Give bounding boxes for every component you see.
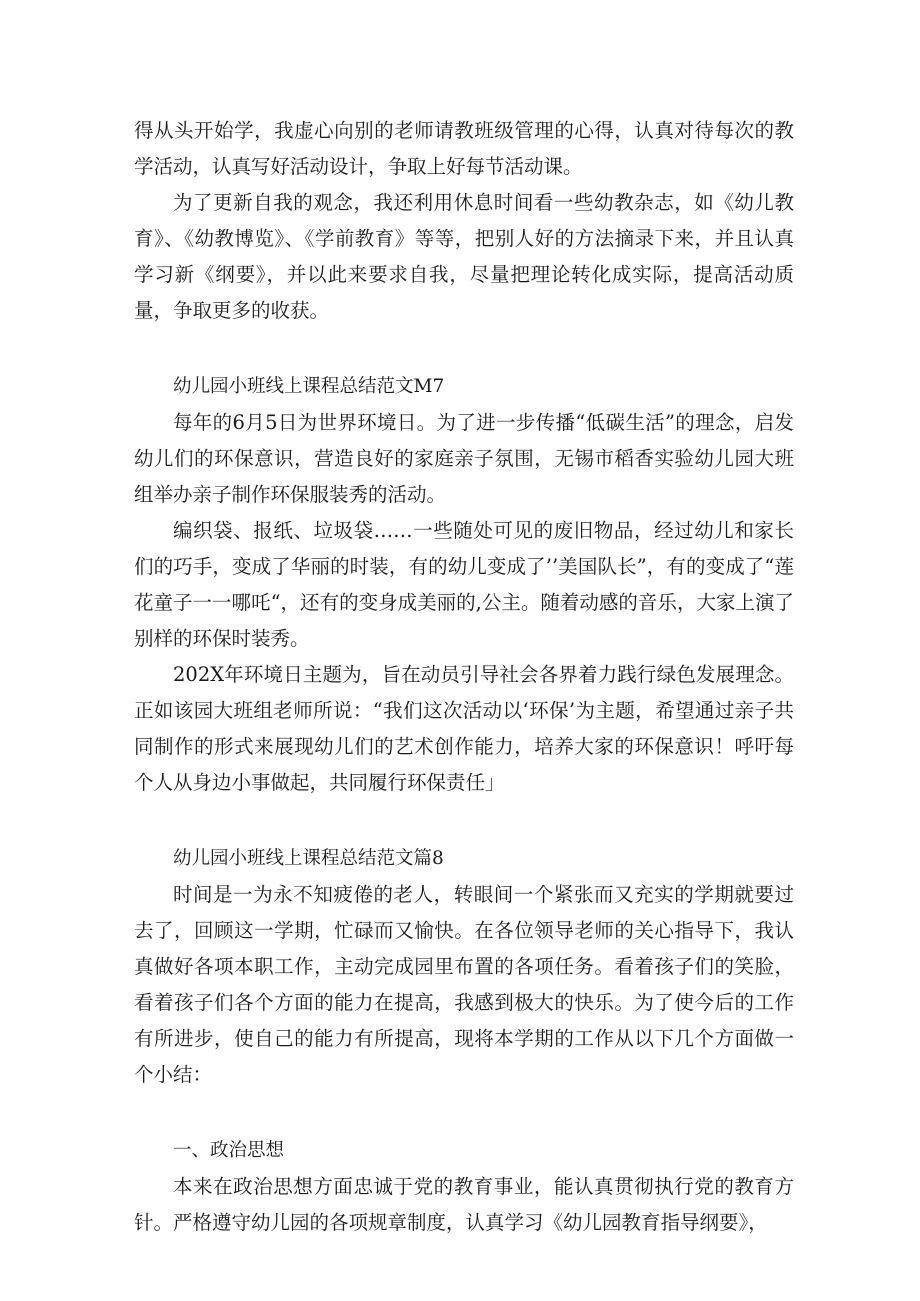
section7-paragraph-3: 202X年环境日主题为，旨在动员引导社会各界着力践行绿色发展理念。正如该园大班组老师所说：“我们这次活动以‘环保’为主题，希望通过亲子共同制作的形式来展现幼儿们的艺术创作能力，培养大家的环保意识！呼吁每个人从身边小事做起，共同履行环保责任」 (134, 663, 794, 794)
document-body (134, 113, 794, 1241)
paragraph-update-concepts: 为了更新自我的观念，我还利用休息时间看一些幼教杂志，如《幼儿教育》、《幼教博览》、《学前教育》等等，把别人好的方法摘录下来，并且认真学习新《纲要》，并以此来要求自我，尽量把理论转化成实际，提高活动质量，争取更多的收获。 (134, 191, 794, 322)
subsection-heading-politics: 一、政治思想 (173, 1140, 285, 1161)
section-spacer (134, 329, 794, 369)
section7-paragraph-2: 编织袋、报纸、垃圾袋……一些随处可见的废旧物品，经过幼儿和家长们的巧手，变成了华丽的时装，有的幼儿变成了’’美国队长”，有的变成了“莲花童子一一哪吒“，还有的变身成美丽的,公主。随着动感的音乐，大家上演了别样的环保时装秀。 (134, 519, 794, 650)
section-spacer (134, 1093, 794, 1133)
section8-paragraph-1: 时间是一为永不知疲倦的老人，转眼间一个紧张而又充实的学期就要过去了，回顾这一学期，忙碌而又愉快。在各位领导老师的关心指导下，我认真做好各项本职工作，主动完成园里布置的各项任务。看着孩子们的笑脸，看着孩子们各个方面的能力在提高，我感到极大的快乐。为了使今后的工作有所进步，使自己的能力有所提高，现将本学期的工作从以下几个方面做一个小结： (134, 883, 794, 1086)
paragraph-continued: 得从头开始学，我虚心向别的老师请教班级管理的心得，认真对待每次的教学活动，认真写好活动设计，争取上好每节活动课。 (134, 119, 794, 178)
subsection-paragraph-politics: 本来在政治思想方面忠诚于党的教育事业，能认真贯彻执行党的教育方针。严格遵守幼儿园的各项规章制度，认真学习《幼儿园教育指导纲要》， (134, 1175, 794, 1234)
section7-paragraph-1: 每年的6月5日为世界环境日。为了进一步传播“低碳生活”的理念，启发幼儿们的环保意识，营造良好的家庭亲子氛围，无锡市稻香实验幼儿园大班组举办亲子制作环保服装秀的活动。 (134, 411, 794, 506)
section-heading-7: 幼儿园小班线上课程总结范文M7 (173, 376, 445, 397)
section-heading-8: 幼儿园小班线上课程总结范文篇8 (173, 848, 444, 869)
section-spacer (134, 801, 794, 841)
